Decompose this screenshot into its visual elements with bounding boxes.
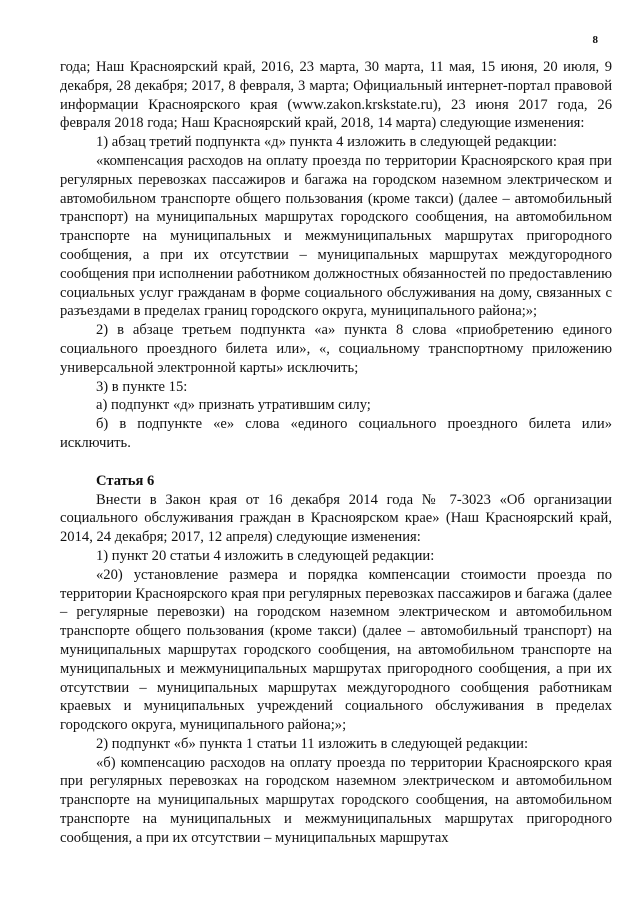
paragraph: года; Наш Красноярский край, 2016, 23 марта, 30 марта, 11 мая, 15 июня, 20 июля, 9 декабря, 28 декабря; 2017, 8 февраля, 3 марта; Официальный интернет-портал правовой информации Красноярского края (www.zakon.krskstate.ru), 23 июня 2017 года, 26 февраля 2018 года; Наш Красноярский край, 2018, 14 марта) следующие изменения:	[60, 59, 612, 132]
paragraph: 1) пункт 20 статьи 4 изложить в следующей редакции:	[96, 547, 435, 564]
paragraph: 1) абзац третий подпункта «д» пункта 4 изложить в следующей редакции:	[96, 134, 557, 151]
paragraph: б) в подпункте «е» слова «единого социального проездного билета или» исключить.	[60, 416, 612, 451]
paragraph: а) подпункт «д» признать утратившим силу;	[96, 397, 371, 414]
article-heading: Статья 6	[96, 472, 155, 489]
paragraph: «б) компенсацию расходов на оплату проезда по территории Красноярского края при регулярных перевозках на городском наземном электрическом и автомобильном транспорте на муниципальных маршрутах городского сообщения, на автомобильном транспорте на муниципальных и межмуниципальных маршрутах пригородного сообщения, а при их отсутствии – муниципальных маршрутах	[60, 754, 612, 846]
page-number: 8	[592, 34, 598, 46]
paragraph: 2) подпункт «б» пункта 1 статьи 11 изложить в следующей редакции:	[96, 735, 528, 752]
document-body	[60, 58, 612, 848]
paragraph: 2) в абзаце третьем подпункта «а» пункта 8 слова «приобретению единого социального проездного билета или», «, социальному транспортному приложению универсальной электронной карты» исключить;	[60, 322, 612, 376]
paragraph: «20) установление размера и порядка компенсации стоимости проезда по территории Красноярского края при регулярных перевозках пассажиров и багажа (далее – регулярные перевозки) на городском наземном электрическом и автомобильном транспорте общего пользования (кроме такси) (далее – автомобильный транспорт) на муниципальных маршрутах городского сообщения, на автомобильном транспорте на муниципальных и межмуниципальных маршрутах пригородного сообщения, а при их отсутствии – муниципальных маршрутах междугородного сообщения работникам краевых и муниципальных учреждений социального обслуживания в пределах городского округа, муниципального района;»;	[60, 566, 612, 734]
paragraph: «компенсация расходов на оплату проезда по территории Красноярского края при регулярных перевозках пассажиров и багажа на городском наземном электрическом и автомобильном транспорте общего пользования (кроме такси) (далее – автомобильный транспорт) на муниципальных маршрутах городского сообщения, на автомобильном транспорте на муниципальных и межмуниципальных маршрутах пригородного сообщения, а при их отсутствии – муниципальных маршрутах междугородного сообщения при исполнении работником должностных обязанностей по предоставлению социальных услуг гражданам в форме социального обслуживания на дому, связанных с разъездами в пределах границ городского округа, муниципального района;»;	[60, 152, 612, 320]
paragraph: Внести в Закон края от 16 декабря 2014 года № 7-3023 «Об организации социального обслуживания граждан в Красноярском крае» (Наш Красноярский край, 2014, 24 декабря; 2017, 12 апреля) следующие изменения:	[60, 491, 612, 546]
paragraph: 3) в пункте 15:	[96, 378, 188, 395]
